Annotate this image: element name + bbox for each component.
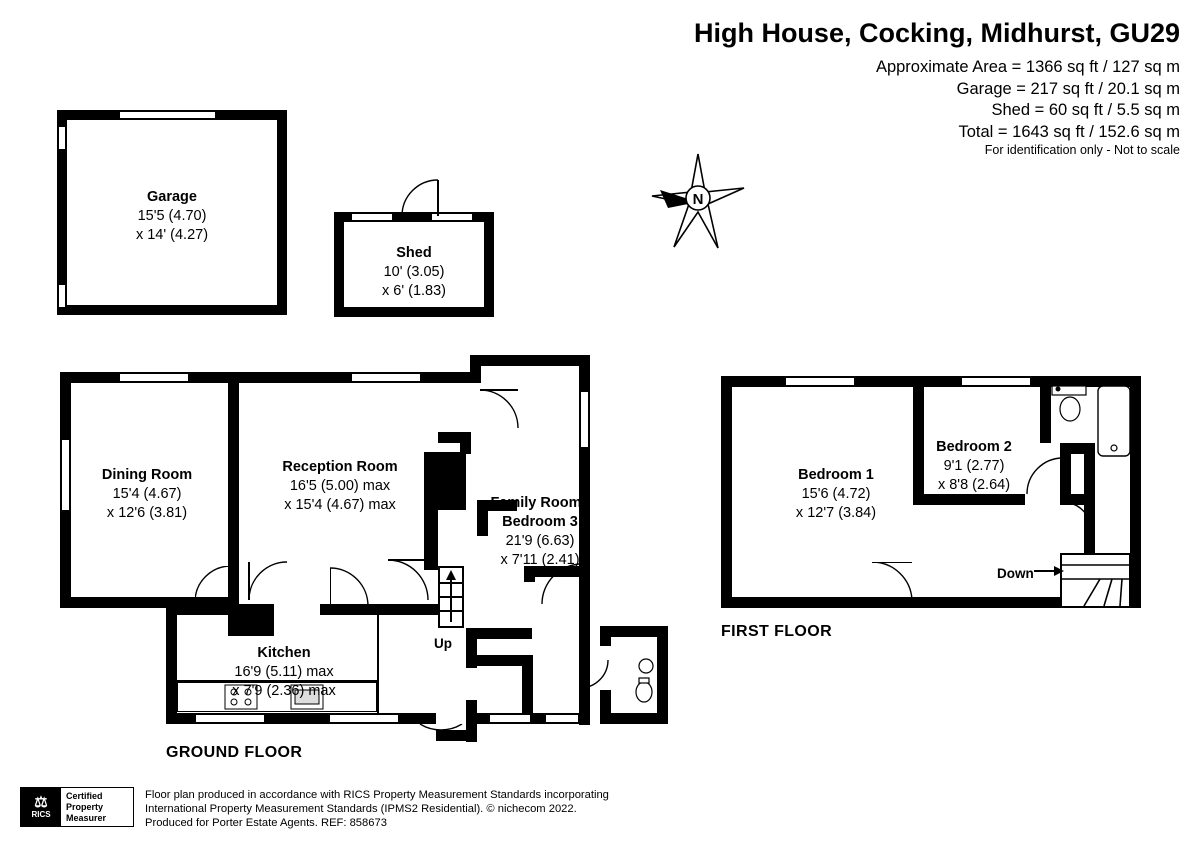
stairs-up-label: Up <box>434 636 452 651</box>
door-arc-entry <box>418 724 464 756</box>
room-label-bedroom-2: Bedroom 2 9'1 (2.77) x 8'8 (2.64) <box>936 439 1012 493</box>
wc-basin-icon <box>1050 384 1094 434</box>
room-label-family-room: Family Room / Bedroom 3 21'9 (6.63) x 7'11 (2.41) <box>490 495 590 568</box>
rics-badge-text: Certified Property Measurer <box>66 790 107 823</box>
door-arc-stairs <box>386 558 430 602</box>
compass-icon <box>648 152 748 252</box>
door-arc-reception-top <box>480 388 520 428</box>
svg-text:N: N <box>692 191 704 208</box>
footer-line-1: Floor plan produced in accordance with RICS Property Measurement Standards incorporating <box>145 789 609 801</box>
footer-line-2: International Property Measurement Standards (IPMS2 Residential). © nichecom 2022. <box>145 803 577 815</box>
first-floor-label: FIRST FLOOR <box>721 623 833 640</box>
area-summary <box>876 57 1180 143</box>
area-line-total: Total = 1643 sq ft / 152.6 sq m <box>958 122 1180 141</box>
area-line-shed: Shed = 60 sq ft / 5.5 sq m <box>991 101 1180 119</box>
footer-line-3: Produced for Porter Estate Agents. REF: 858673 <box>145 817 387 829</box>
bath-icon <box>1096 382 1134 466</box>
room-label-garage: Garage 15'5 (4.70) x 14' (4.27) <box>135 189 209 243</box>
stairs-winder-icon <box>1062 555 1129 606</box>
room-label-reception-room: Reception Room 16'5 (5.00) max x 15'4 (4.67) max <box>282 459 398 513</box>
stairs-down-label: Down <box>997 566 1034 581</box>
room-label-shed: Shed 10' (3.05) x 6' (1.83) <box>381 245 447 299</box>
ground-floor-label: GROUND FLOOR <box>166 744 303 761</box>
identification-note: For identification only - Not to scale <box>984 143 1180 157</box>
page-title: High House, Cocking, Midhurst, GU29 <box>693 18 1180 48</box>
rics-certified-badge <box>20 787 134 827</box>
area-line-garage: Garage = 217 sq ft / 20.1 sq m <box>956 79 1180 98</box>
room-label-bedroom-1: Bedroom 1 15'6 (4.72) x 12'7 (3.84) <box>795 467 877 521</box>
area-line-approx: Approximate Area = 1366 sq ft / 127 sq m <box>875 58 1180 76</box>
door-arc-bathroom <box>1060 500 1094 540</box>
wc-fixtures-icon <box>620 658 654 708</box>
rics-glyph-icon: ⚖ <box>34 794 48 811</box>
compass-rose <box>648 152 748 252</box>
door-arc-kitchen <box>330 566 370 606</box>
room-label-kitchen: Kitchen 16'9 (5.11) max x 7'9 (2.36) max <box>232 645 336 699</box>
stairs-down-arrow-icon <box>1034 563 1064 579</box>
shed-door-arc <box>400 178 440 218</box>
room-label-dining-room: Dining Room 15'4 (4.67) x 12'6 (3.81) <box>101 467 193 521</box>
stairs-up-arrow-icon <box>442 570 460 622</box>
door-arc-bedroom1 <box>870 562 914 602</box>
door-arc-hall <box>195 566 233 604</box>
rics-logo: ⚖ RICS <box>21 788 61 826</box>
door-arc-dining <box>247 560 287 600</box>
footer-disclaimer <box>145 788 609 830</box>
